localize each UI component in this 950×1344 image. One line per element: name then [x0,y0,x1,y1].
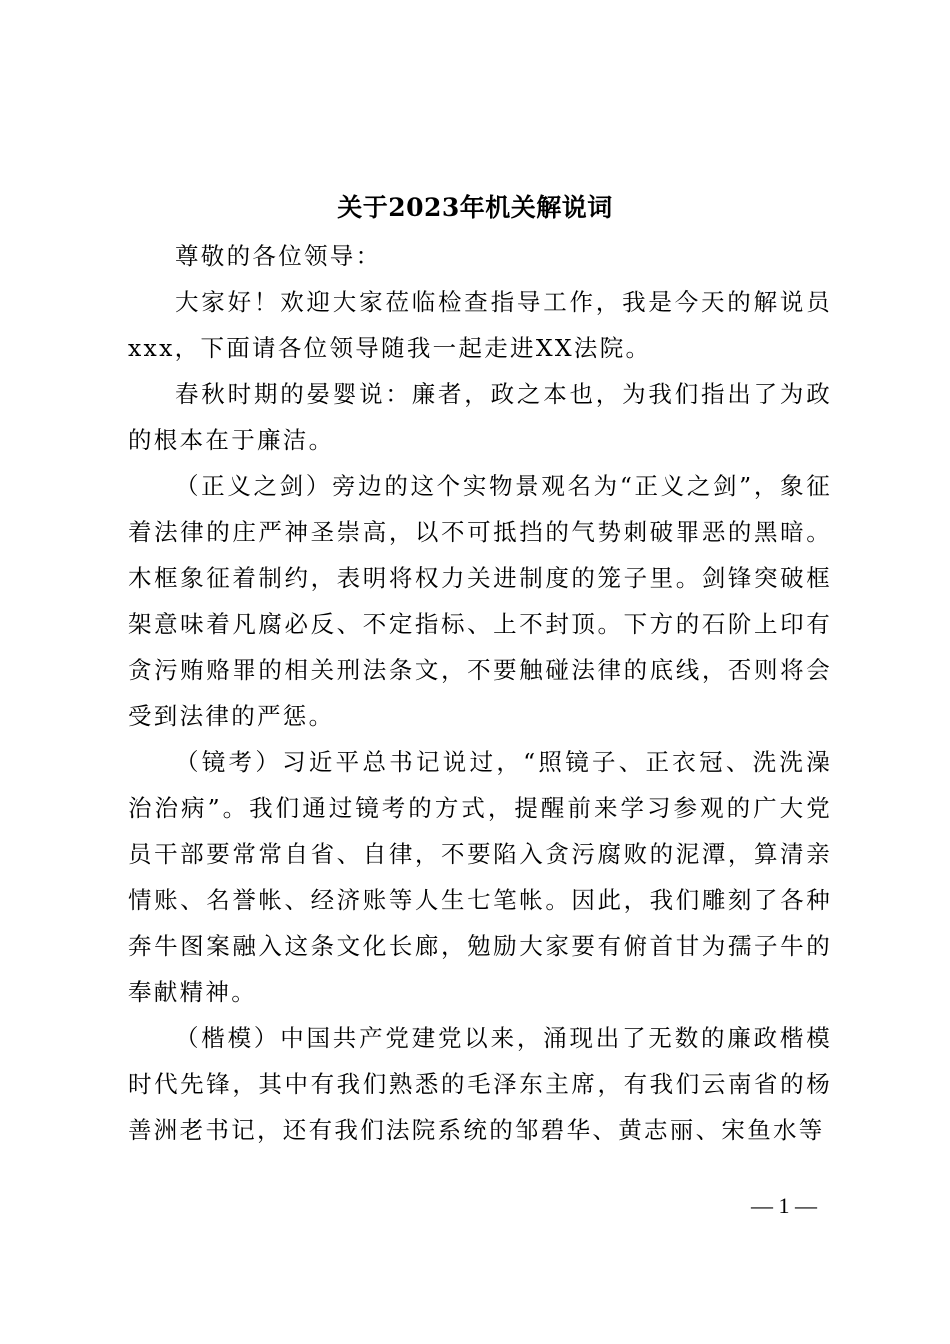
paragraph-role-models: （楷模）中国共产党建党以来，涌现出了无数的廉政楷模时代先锋，其中有我们熟悉的毛泽东主席，有我们云南省的杨善洲老书记，还有我们法院系统的邹碧华、黄志丽、宋鱼水等 [128,1024,832,1144]
page-number: — 1 — [751,1193,817,1218]
paragraph-greeting: 大家好！欢迎大家莅临检查指导工作，我是今天的解说员xxx，下面请各位领导随我一起走进XX法院。 [128,288,832,362]
document-title: 关于2023年机关解说词 [337,193,613,222]
paragraph-justice-sword: （正义之剑）旁边的这个实物景观名为“正义之剑”，象征着法律的庄严神圣崇高，以不可抵挡的气势刺破罪恶的黑暗。木框象征着制约，表明将权力关进制度的笼子里。剑锋突破框架意味着凡腐必反、不定指标、上不封顶。下方的石阶上印有贪污贿赂罪的相关刑法条文，不要触碰法律的底线，否则将会受到法律的严惩。 [128,472,832,730]
paragraph-mirror: （镜考）习近平总书记说过，“照镜子、正衣冠、洗洗澡治治病”。我们通过镜考的方式，提醒前来学习参观的广大党员干部要常常自省、自律，不要陷入贪污腐败的泥潭，算清亲情账、名誉帐、经济账等人生七笔帐。因此，我们雕刻了各种奔牛图案融入这条文化长廊，勉励大家要有俯首甘为孺子牛的奉献精神。 [128,748,832,1006]
paragraph-yanying: 春秋时期的晏婴说：廉者，政之本也，为我们指出了为政的根本在于廉洁。 [128,380,832,454]
paragraph-salutation: 尊敬的各位领导： [175,242,382,270]
document-body [128,233,832,1153]
